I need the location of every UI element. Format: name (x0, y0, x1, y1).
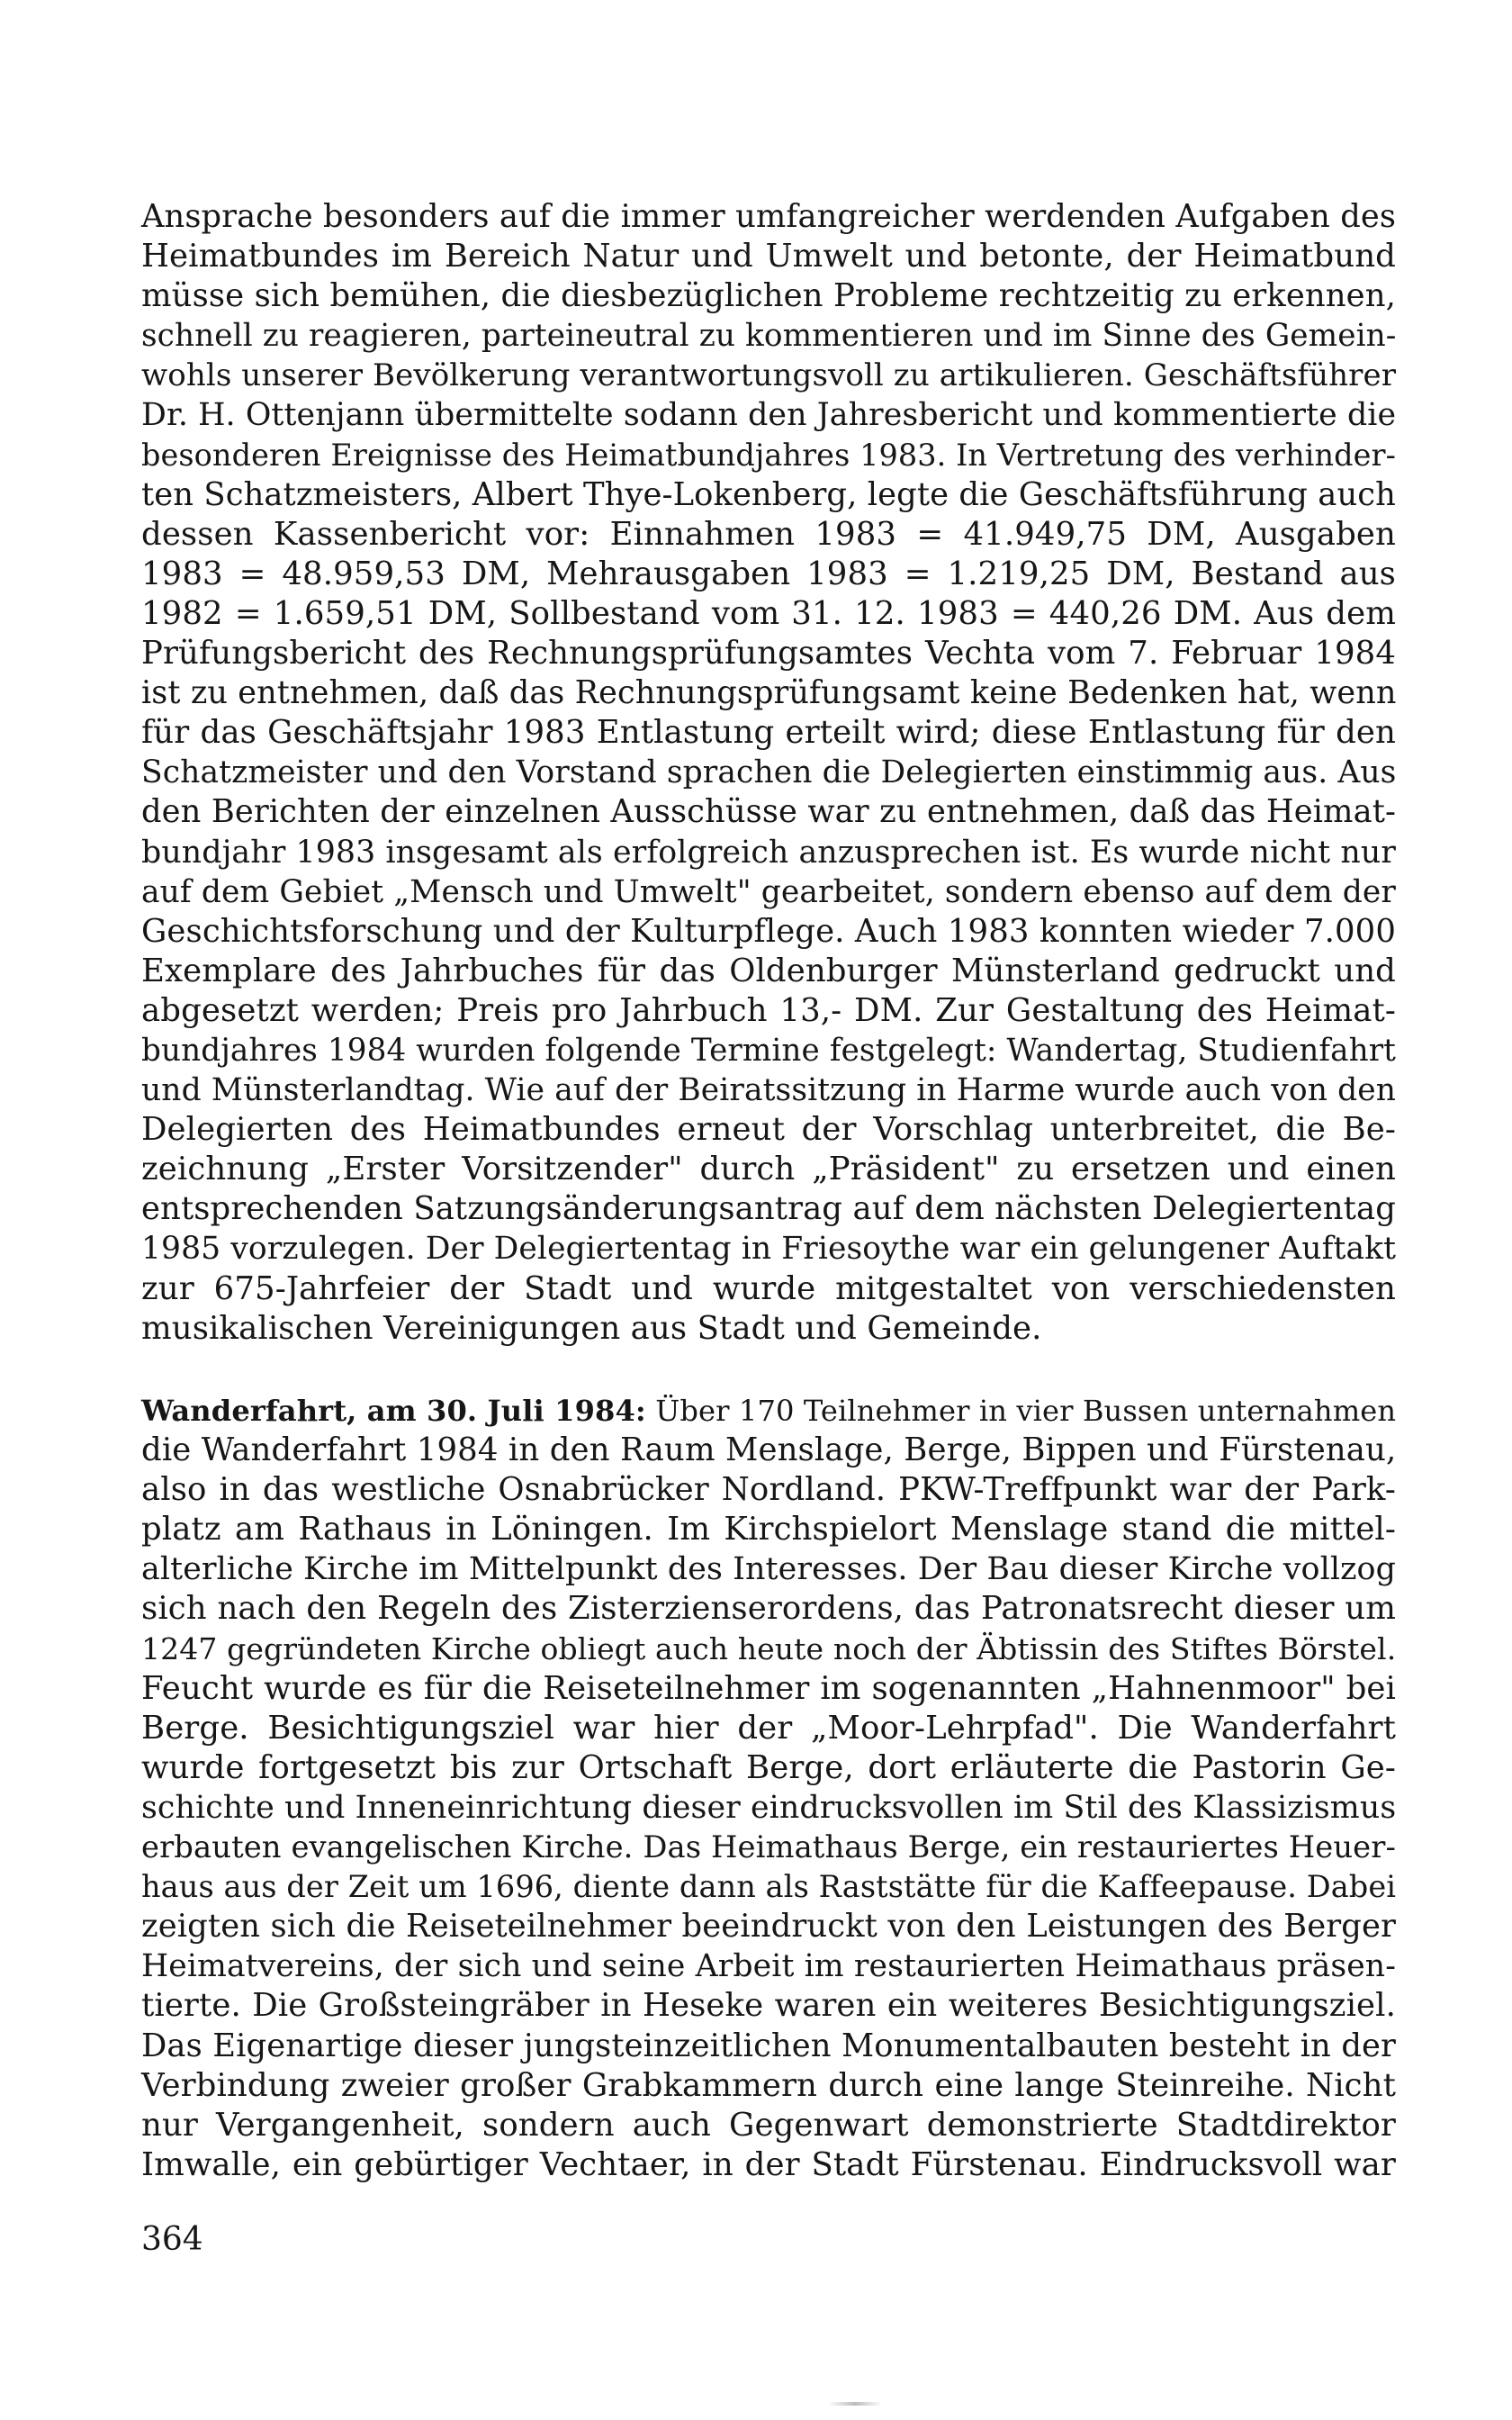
text-line: und Münsterlandtag. Wie auf der Beiratssitzung in Harme wurde auch von den (141, 1072, 1396, 1109)
text-line: Delegierten des Heimatbundes erneut der Vorschlag unterbreitet, die Be- (141, 1111, 1396, 1149)
text-line: 1983 = 48.959,53 DM, Mehrausgaben 1983 = 1.219,25 DM, Bestand aus (141, 555, 1396, 592)
paragraph-general-assembly (141, 197, 1396, 1349)
text-line: Dr. H. Ottenjann übermittelte sodann den Jahresbericht und kommentierte die (141, 397, 1397, 434)
text-line: für das Geschäftsjahr 1983 Entlastung erteilt wird; diese Entlastung für den (141, 714, 1396, 752)
text-line: wurde fortgesetzt bis zur Ortschaft Berge, dort erläuterte die Pastorin Ge- (141, 1748, 1396, 1786)
text-line: zeichnung „Erster Vorsitzender" durch „Präsident" zu ersetzen und einen (141, 1151, 1396, 1188)
text-line: schnell zu reagieren, parteineutral zu kommentieren und im Sinne des Gemein- (141, 318, 1397, 355)
text-line: Heimatvereins, der sich und seine Arbeit im restaurierten Heimathaus präsen- (141, 1948, 1396, 1985)
text-line: haus aus der Zeit um 1696, diente dann als Raststätte für die Kaffeepause. Dabei (141, 1869, 1397, 1905)
text-line: Heimatbundes im Bereich Natur und Umwelt und betonte, der Heimatbund (141, 238, 1396, 275)
text-line: Geschichtsforschung und der Kulturpflege. Auch 1983 konnten wieder 7.000 (141, 912, 1396, 950)
text-line: zeigten sich die Reiseteilnehmer beeindruckt von den Leistungen des Berger (141, 1908, 1396, 1946)
text-line: erbauten evangelischen Kirche. Das Heimathaus Berge, ein restauriertes Heuer- (141, 1829, 1396, 1865)
text-line: 1985 vorzulegen. Der Delegiertentag in Friesoythe war ein gelungener Auftakt (141, 1231, 1397, 1268)
scan-artifact (828, 2402, 882, 2406)
text-line: Exemplare des Jahrbuches für das Oldenburger Münsterland gedruckt und (141, 952, 1396, 989)
text-line: müsse sich bemühen, die diesbezüglichen Probleme rechtzeitig zu erkennen, (141, 277, 1396, 315)
text-line: besonderen Ereignisse des Heimatbundjahres 1983. In Vertretung des verhinder- (141, 437, 1396, 473)
text-line: Berge. Besichtigungsziel war hier der „Moor-Lehrpfad". Die Wanderfahrt (141, 1709, 1396, 1747)
text-line: sich nach den Regeln des Zisterzienserordens, das Patronatsrecht dieser um (141, 1590, 1396, 1628)
text-line: Schatzmeister und den Vorstand sprachen die Delegierten einstimmig aus. Aus (141, 754, 1397, 791)
text-line: musikalischen Vereinigungen aus Stadt und Gemeinde. (141, 1309, 1042, 1347)
text-line: wohls unserer Bevölkerung verantwortungsvoll zu artikulieren. Geschäftsführer (141, 357, 1397, 394)
text-line: Verbindung zweier großer Grabkammern durch eine lange Steinreihe. Nicht (141, 2066, 1396, 2104)
text-line: die Wanderfahrt 1984 in den Raum Menslage, Berge, Bippen und Fürstenau, (141, 1431, 1397, 1469)
text-line: 1247 gegründeten Kirche obliegt auch heute noch der Äbtissin des Stiftes Börstel. (141, 1630, 1397, 1666)
text-line: Das Eigenartige dieser jungsteinzeitlichen Monumentalbauten besteht in der (141, 2027, 1396, 2064)
text-line: ten Schatzmeisters, Albert Thye-Lokenberg, legte die Geschäftsführung auch (141, 475, 1396, 513)
text-line: platz am Rathaus in Löningen. Im Kirchspielort Menslage stand die mittel- (141, 1511, 1396, 1549)
text-line: tierte. Die Großsteingräber in Heseke waren ein weiteres Besichtigungsziel. (141, 1987, 1396, 2025)
text-line: dessen Kassenbericht vor: Einnahmen 1983 = 41.949,75 DM, Ausgaben (141, 515, 1396, 553)
paragraph-wanderfahrt (141, 1391, 1396, 2185)
text-line: bundjahr 1983 insgesamt als erfolgreich anzusprechen ist. Es wurde nicht nur (141, 834, 1396, 871)
page-number: 364 (141, 2221, 203, 2258)
text-line: bundjahres 1984 wurden folgende Termine festgelegt: Wandertag, Studienfahrt (141, 1032, 1396, 1069)
text-line: auf dem Gebiet „Mensch und Umwelt" gearbeitet, sondern ebenso auf dem der (141, 873, 1396, 910)
section-heading-wanderfahrt: Wanderfahrt, am 30. Juli 1984: (141, 1394, 646, 1428)
text-line: Prüfungsbericht des Rechnungsprüfungsamtes Vechta vom 7. Februar 1984 (141, 635, 1396, 673)
text-line: alterliche Kirche im Mittelpunkt des Interesses. Der Bau dieser Kirche vollzog (141, 1551, 1396, 1588)
text-line: abgesetzt werden; Preis pro Jahrbuch 13,- DM. Zur Gestaltung des Heimat- (141, 991, 1396, 1029)
text-line: Ansprache besonders auf die immer umfangreicher werdenden Aufgaben des (141, 198, 1396, 235)
text-line-rest: Über 170 Teilnehmer in vier Bussen unternahmen (645, 1394, 1397, 1428)
text-line: ist zu entnehmen, daß das Rechnungsprüfungsamt keine Bedenken hat, wenn (141, 674, 1397, 712)
text-line: Feucht wurde es für die Reiseteilnehmer im sogenannten „Hahnenmoor" bei (141, 1669, 1396, 1707)
text-line: Imwalle, ein gebürtiger Vechtaer, in der Stadt Fürstenau. Eindrucksvoll war (141, 2145, 1396, 2183)
text-line: schichte und Inneneinrichtung dieser eindrucksvollen im Stil des Klassizismus (141, 1789, 1397, 1826)
text-line: also in das westliche Osnabrücker Nordland. PKW-Treffpunkt war der Park- (141, 1471, 1396, 1509)
text-line: 1982 = 1.659,51 DM, Sollbestand vom 31. 12. 1983 = 440,26 DM. Aus dem (141, 594, 1396, 632)
text-line: nur Vergangenheit, sondern auch Gegenwart demonstrierte Stadtdirektor (141, 2106, 1396, 2144)
text-line (141, 1391, 1396, 1431)
text-line: zur 675-Jahrfeier der Stadt und wurde mitgestaltet von verschiedensten (141, 1269, 1396, 1307)
text-line: den Berichten der einzelnen Ausschüsse war zu entnehmen, daß das Heimat- (141, 793, 1396, 831)
text-line: entsprechenden Satzungsänderungsantrag auf dem nächsten Delegiertentag (141, 1190, 1396, 1228)
